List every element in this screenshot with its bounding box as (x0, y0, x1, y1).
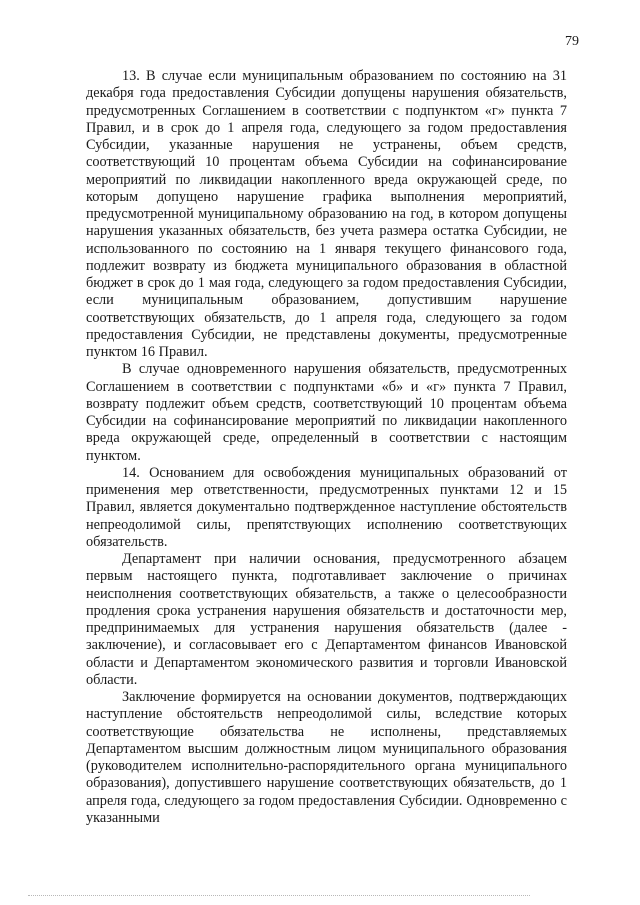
paragraph-13: 13. В случае если муниципальным образованием по состоянию на 31 декабря года предоставления Субсидии допущены нарушения обязательств, предусмотренных Соглашением в соответствии с подпунктом «г» пункта 7 Правил, и в срок до 1 апреля года, следующего за годом предоставления Субсидии, указанные нарушения не устранены, объем средств, соответствующий 10 процентам объема Субсидии на софинансирование мероприятий по ликвидации накопленного вреда окружающей среде, по которым допущено нарушение графика выполнения мероприятий, предусмотренной муниципальному образованию на год, в котором допущены нарушения указанных обязательств, без учета размера остатка Субсидии, не использованного по состоянию на 1 января текущего финансового года, подлежит возврату из бюджета муниципального образования в областной бюджет в срок до 1 мая года, следующего за годом предоставления Субсидии, если муниципальным образованием, допустившим нарушение соответствующих обязательств, до 1 апреля года, следующего за годом предоставления Субсидии, не представлены документы, предусмотренные пунктом 16 Правил. (86, 68, 567, 360)
scan-edge-artifact (28, 895, 530, 896)
paragraph-simultaneous-violation: В случае одновременного нарушения обязательств, предусмотренных Соглашением в соответствии с подпунктами «б» и «г» пункта 7 Правил, возврату подлежит объем средств, соответствующий 10 процентам объема Субсидии на софинансирование мероприятий по ликвидации накопленного вреда окружающей среде, определенный в соответствии с настоящим пунктом. (86, 361, 567, 464)
document-body (86, 68, 567, 827)
page-number: 79 (565, 34, 579, 49)
paragraph-department-conclusion: Департамент при наличии основания, предусмотренного абзацем первым настоящего пункта, подготавливает заключение о причинах неисполнения соответствующих обязательств, а также о целесообразности продления срока устранения нарушения обязательств и достаточности мер, предпринимаемых для устранения нарушения обязательств (далее - заключение), и согласовывает его с Департаментом финансов Ивановской области и Департаментом экономического развития и торговли Ивановской области. (86, 551, 567, 688)
paragraph-14: 14. Основанием для освобождения муниципальных образований от применения мер ответственности, предусмотренных пунктами 12 и 15 Правил, является документально подтвержденное наступление обстоятельств непреодолимой силы, препятствующих исполнению соответствующих обязательств. (86, 464, 567, 550)
paragraph-conclusion-documents: Заключение формируется на основании документов, подтверждающих наступление обстоятельств непреодолимой силы, вследствие которых соответствующие обязательства не исполнены, представляемых Департаментом высшим должностным лицом муниципального образования (руководителем исполнительно-распорядительного органа муниципального образования), допустившего нарушение соответствующих обязательств, до 1 апреля года, следующего за годом предоставления Субсидии. Одновременно с указанными (86, 689, 567, 826)
